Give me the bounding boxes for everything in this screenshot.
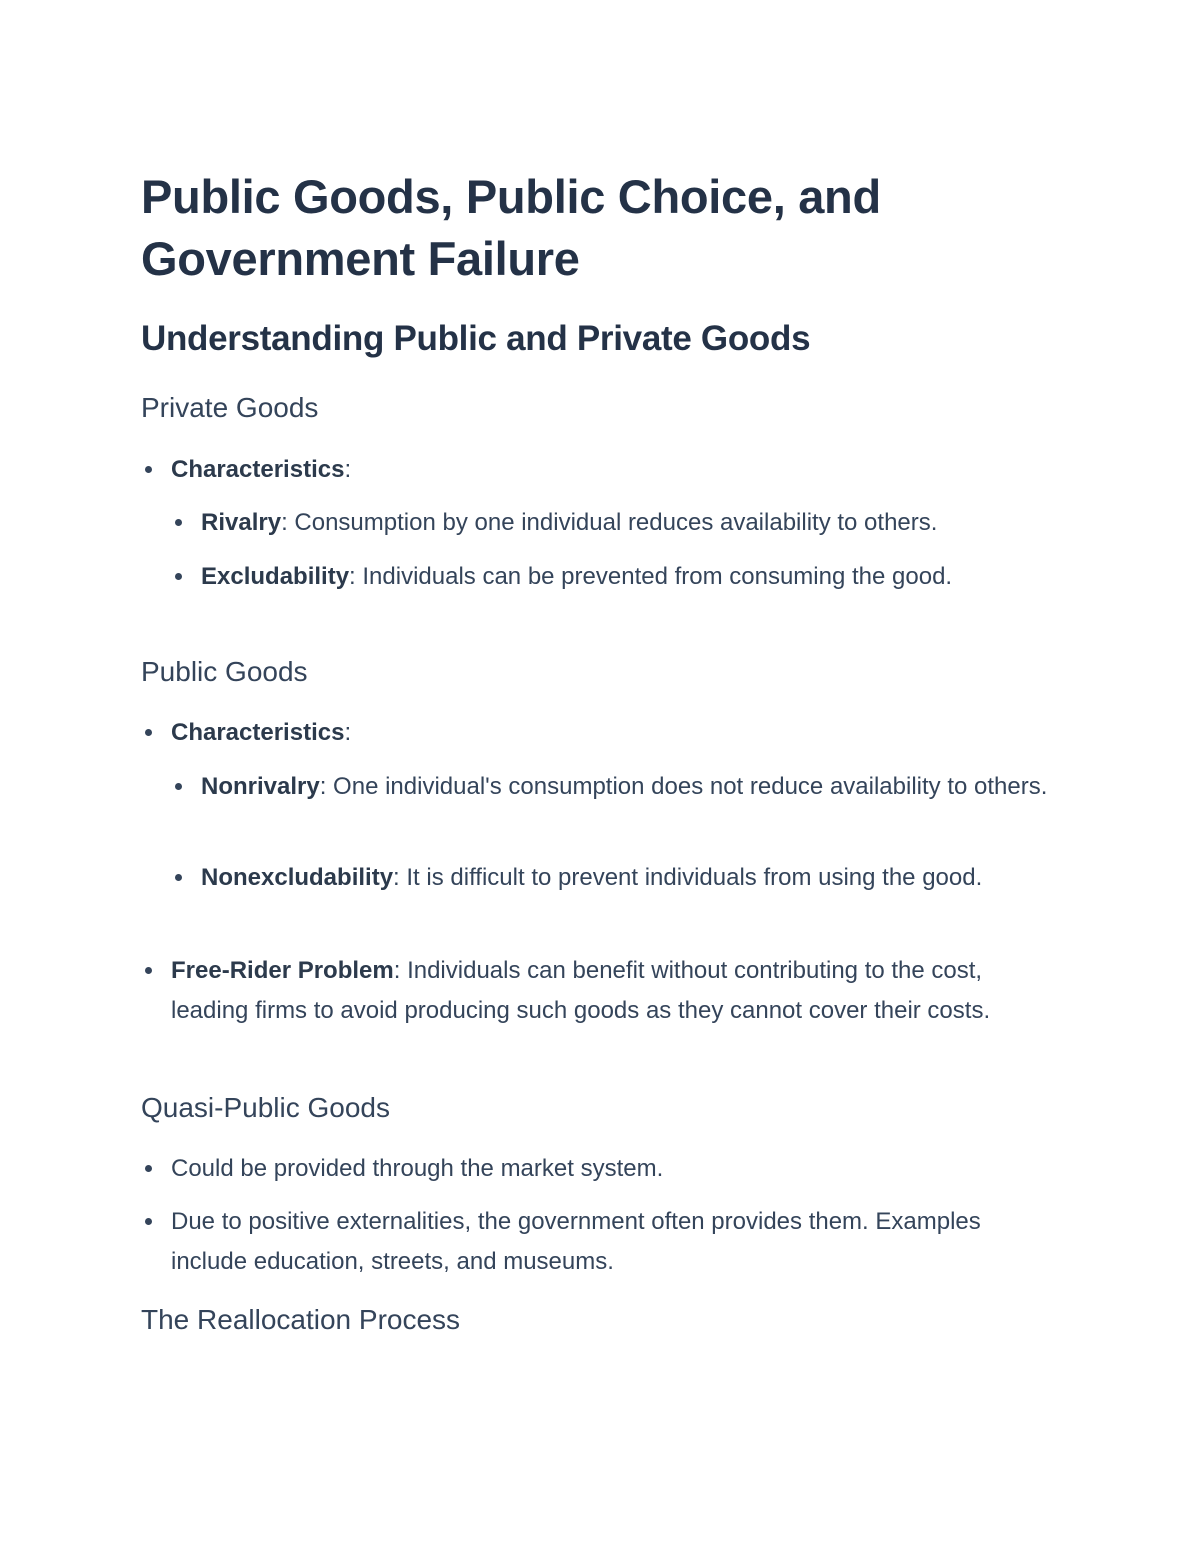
- bullet-icon: [145, 729, 152, 736]
- list-item-excludability: [201, 557, 1001, 597]
- list-item-nonrivalry: [201, 767, 1061, 807]
- excludability-description: : Individuals can be prevented from consuming the good.: [349, 563, 953, 590]
- term-characteristics: Characteristics: [171, 456, 345, 483]
- section-heading-public-private-goods: Understanding Public and Private Goods: [141, 319, 811, 358]
- subheading-quasi-public-goods: Quasi-Public Goods: [141, 1092, 391, 1123]
- bullet-icon: [145, 1218, 152, 1225]
- list-item-rivalry: [201, 503, 1061, 543]
- list-item-nonexcludability: [201, 858, 1041, 898]
- term-free-rider-problem: Free-Rider Problem: [171, 957, 394, 984]
- nonexcludability-description: : It is difficult to prevent individuals from using the good.: [393, 864, 983, 891]
- free-rider-description: : Individuals can benefit without contributing to the cost, leading firms to avoid producing such goods as they cannot cover their costs.: [171, 957, 991, 1024]
- list-item-quasi-externalities: Due to positive externalities, the government often provides them. Examples include education, streets, and museums.: [171, 1208, 981, 1275]
- bullet-icon: [175, 573, 182, 580]
- rivalry-description: : Consumption by one individual reduces availability to others.: [281, 509, 938, 536]
- list-item-public-characteristics: Characteristics:: [171, 719, 352, 746]
- bullet-icon: [175, 519, 182, 526]
- term-nonrivalry: Nonrivalry: [201, 773, 320, 800]
- list-item-private-characteristics: Characteristics:: [171, 456, 352, 483]
- document-title: Public Goods, Public Choice, and Government Failure: [141, 170, 881, 285]
- subheading-reallocation-process: The Reallocation Process: [141, 1304, 461, 1335]
- term-rivalry: Rivalry: [201, 509, 282, 536]
- list-item-free-rider-problem: [171, 951, 1061, 1031]
- bullet-icon: [175, 783, 182, 790]
- term-nonexcludability: Nonexcludability: [201, 864, 394, 891]
- bullet-icon: [175, 874, 182, 881]
- nonrivalry-description: : One individual's consumption does not reduce availability to others.: [319, 773, 1048, 800]
- bullet-icon: [145, 967, 152, 974]
- bullet-icon: [145, 466, 152, 473]
- bullet-icon: [145, 1165, 152, 1172]
- subheading-public-goods: Public Goods: [141, 656, 308, 687]
- subheading-private-goods: Private Goods: [141, 392, 319, 423]
- term-characteristics: Characteristics: [171, 719, 345, 746]
- list-item-quasi-market: Could be provided through the market system.: [171, 1155, 664, 1182]
- term-excludability: Excludability: [201, 563, 350, 590]
